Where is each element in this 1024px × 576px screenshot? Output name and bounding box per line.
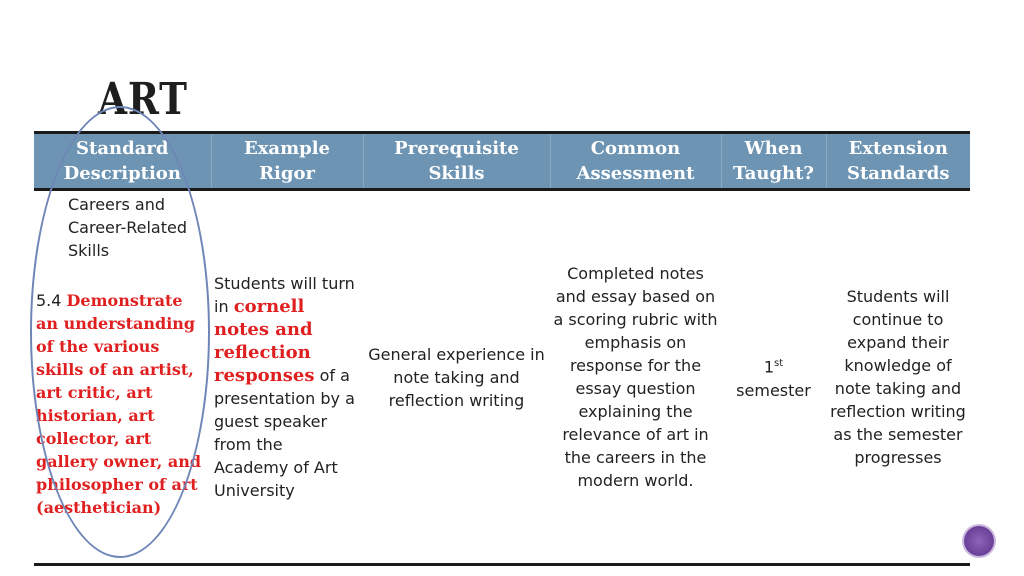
header-prerequisite-skills: Prerequisite Skills — [363, 133, 550, 190]
example-rigor-cell — [211, 190, 363, 565]
standard-highlight-text: Demonstrate an understanding of the various skills of an artist, art critic, art historian, art collector, art gallery owner, and philosopher of art (aesthetician) — [36, 291, 202, 517]
when-taught-cell — [721, 190, 826, 565]
standard-text — [36, 289, 208, 519]
header-extension-standards: Extension Standards — [826, 133, 970, 190]
header-example-rigor: Example Rigor — [211, 133, 363, 190]
header-when-taught: When Taught? — [721, 133, 826, 190]
when-label: semester — [736, 380, 811, 400]
rigor-highlight-cornell: cornell notes and reflection — [214, 296, 313, 363]
prerequisite-skills-cell: General experience in note taking and reflection writing — [363, 190, 550, 565]
header-common-assessment: Common Assessment — [550, 133, 721, 190]
common-assessment-cell: Completed notes and essay based on a scoring rubric with emphasis on response for the essay question explaining the relevance of art in the careers in the modern world. — [550, 190, 721, 565]
when-number: 1 — [763, 357, 775, 377]
when-suffix: st — [774, 358, 784, 370]
extension-standards-cell: Students will continue to expand their knowledge of note taking and reflection writing as the semester progresses — [826, 190, 970, 565]
standard-number: 5.4 — [36, 291, 62, 310]
standard-heading: Careers and Career-Related Skills — [68, 195, 187, 260]
rigor-rest: of a presentation by a guest speaker from the Academy of Art University — [214, 366, 355, 500]
rigor-intro: Students will turn in — [214, 274, 355, 316]
table-row — [34, 190, 970, 565]
rigor-highlight-responses: responses — [214, 365, 315, 386]
slide-title: ART — [98, 74, 188, 125]
standard-description-cell — [34, 190, 211, 565]
slide-nav-button[interactable] — [964, 526, 994, 556]
rigor-text — [214, 272, 360, 502]
curriculum-table — [34, 131, 970, 566]
header-standard-description: Standard Description — [34, 133, 211, 190]
table-header-row — [34, 133, 970, 190]
